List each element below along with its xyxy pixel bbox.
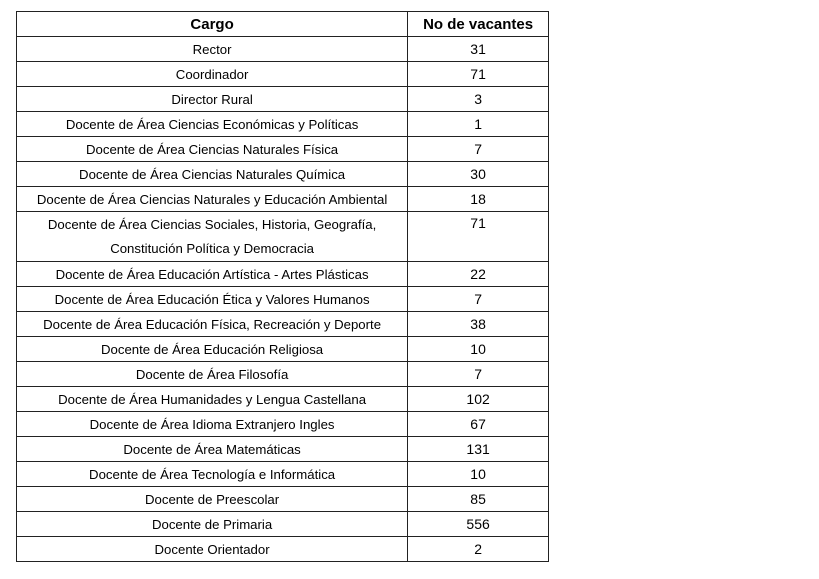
table-row	[17, 462, 549, 487]
cell-vacantes: 556	[408, 512, 549, 537]
cell-cargo: Docente de Área Educación Artística - Artes Plásticas	[17, 262, 408, 287]
cell-vacantes: 131	[408, 437, 549, 462]
header-cargo: Cargo	[17, 12, 408, 37]
cell-cargo: Docente Orientador	[17, 537, 408, 562]
vacancies-table	[16, 11, 549, 562]
cell-cargo-line1: Docente de Área Ciencias Sociales, Historia, Geografía,	[47, 216, 377, 232]
table-row	[17, 312, 549, 337]
table-row	[17, 112, 549, 137]
table-row	[17, 287, 549, 312]
table-row	[17, 337, 549, 362]
cell-cargo: Coordinador	[17, 62, 408, 87]
cell-vacantes: 7	[408, 287, 549, 312]
table-row	[17, 37, 549, 62]
table-row	[17, 137, 549, 162]
cell-vacantes: 102	[408, 387, 549, 412]
cell-vacantes: 71	[408, 62, 549, 87]
cell-vacantes: 7	[408, 137, 549, 162]
cell-cargo: Docente de Área Ciencias Naturales Química	[17, 162, 408, 187]
table-row	[17, 512, 549, 537]
cell-vacantes: 1	[408, 112, 549, 137]
table-row	[17, 487, 549, 512]
table-row	[17, 387, 549, 412]
cell-vacantes: 3	[408, 87, 549, 112]
cell-cargo: Docente de Área Ciencias Económicas y Políticas	[17, 112, 408, 137]
cell-cargo: Docente de Área Ciencias Naturales Física	[17, 137, 408, 162]
cell-vacantes: 22	[408, 262, 549, 287]
cell-cargo: Docente de Área Educación Física, Recreación y Deporte	[17, 312, 408, 337]
table-row	[17, 262, 549, 287]
cell-cargo: Docente de Primaria	[17, 512, 408, 537]
table-row	[17, 187, 549, 212]
cell-vacantes: 7	[408, 362, 549, 387]
cell-cargo: Director Rural	[17, 87, 408, 112]
cell-vacantes: 30	[408, 162, 549, 187]
table-row	[17, 437, 549, 462]
cell-cargo: Docente de Área Humanidades y Lengua Castellana	[17, 387, 408, 412]
cell-vacantes: 10	[408, 337, 549, 362]
table-row	[17, 362, 549, 387]
table-header-row	[17, 12, 549, 37]
cell-vacantes: 2	[408, 537, 549, 562]
cell-vacantes: 10	[408, 462, 549, 487]
cell-cargo	[17, 212, 408, 262]
table-row	[17, 87, 549, 112]
table-row	[17, 412, 549, 437]
cell-cargo: Docente de Preescolar	[17, 487, 408, 512]
table-row	[17, 212, 549, 262]
cell-cargo-line2: Constitución Política y Democracia	[110, 240, 314, 256]
cell-vacantes: 85	[408, 487, 549, 512]
table-row	[17, 537, 549, 562]
cell-vacantes: 67	[408, 412, 549, 437]
cell-cargo: Docente de Área Ciencias Naturales y Educación Ambiental	[17, 187, 408, 212]
cell-cargo: Docente de Área Filosofía	[17, 362, 408, 387]
cell-cargo: Docente de Área Matemáticas	[17, 437, 408, 462]
cell-cargo: Rector	[17, 37, 408, 62]
cell-cargo: Docente de Área Educación Ética y Valores Humanos	[17, 287, 408, 312]
cell-vacantes: 38	[408, 312, 549, 337]
cell-cargo: Docente de Área Tecnología e Informática	[17, 462, 408, 487]
cell-cargo: Docente de Área Idioma Extranjero Ingles	[17, 412, 408, 437]
cell-cargo: Docente de Área Educación Religiosa	[17, 337, 408, 362]
header-vacantes: No de vacantes	[408, 12, 549, 37]
cell-vacantes: 31	[408, 37, 549, 62]
cell-vacantes: 71	[408, 212, 549, 262]
cell-vacantes: 18	[408, 187, 549, 212]
table-row	[17, 162, 549, 187]
table-row	[17, 62, 549, 87]
